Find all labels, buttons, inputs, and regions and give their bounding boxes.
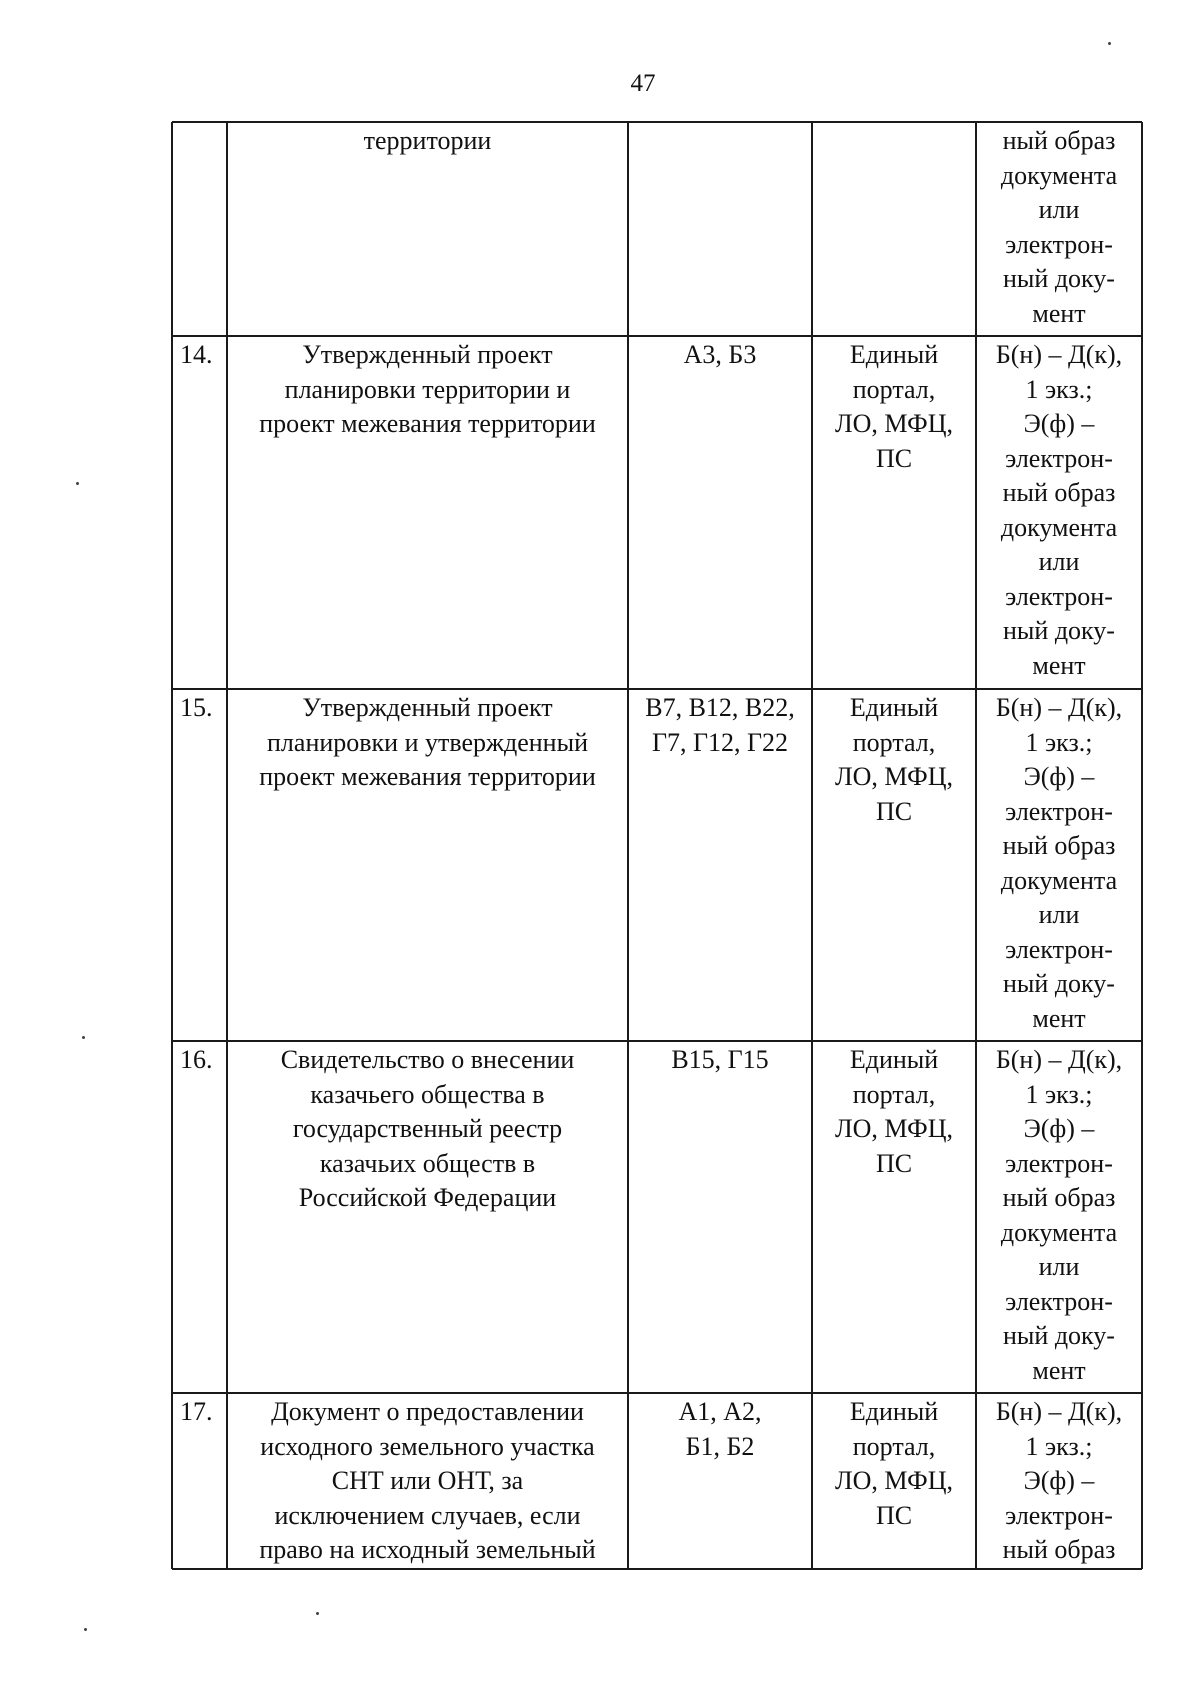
submission-channel-line: портал, <box>852 1431 936 1461</box>
form-and-copies-line: мент <box>1032 298 1086 328</box>
form-and-copies-line: 1 экз.; <box>1025 374 1093 404</box>
submission-channel-line: ЛО, МФЦ, <box>834 1466 953 1495</box>
codes-line: А3, Б3 <box>683 340 757 369</box>
row-number: 14. <box>180 340 213 369</box>
codes-cell <box>628 691 812 1041</box>
codes-line: Г7, Г12, Г22 <box>651 727 789 757</box>
submission-channel-cell <box>812 691 976 1041</box>
form-and-copies-line: Э(ф) – <box>1023 1114 1095 1143</box>
page-number: 47 <box>630 70 656 97</box>
document-name-line: Свидетельство о внесении <box>280 1045 575 1074</box>
form-and-copies-line: ный образ <box>1002 831 1116 860</box>
document-name-line: исходного земельного участка <box>260 1431 595 1461</box>
form-and-copies-line: мент <box>1032 1355 1086 1385</box>
form-and-copies-line: или <box>1038 547 1080 576</box>
submission-channel-line: портал, <box>852 727 936 757</box>
scan-speck <box>76 482 79 485</box>
form-and-copies-line: Б(н) – Д(к), <box>995 693 1123 722</box>
scan-speck <box>1108 42 1111 45</box>
form-and-copies-line: 1 экз.; <box>1025 727 1093 757</box>
submission-channel-line: портал, <box>852 1079 936 1109</box>
form-and-copies-line: Б(н) – Д(к), <box>995 1397 1123 1426</box>
table-border <box>172 121 1142 123</box>
document-name-line: право на исходный земельный <box>259 1535 596 1564</box>
form-and-copies-line: электрон- <box>1005 581 1113 611</box>
document-name-line: казачьих обществ в <box>319 1148 536 1178</box>
codes-line: А1, А2, <box>678 1397 762 1426</box>
form-and-copies-line: электрон- <box>1005 443 1113 473</box>
submission-channel-line: ЛО, МФЦ, <box>834 1114 953 1143</box>
form-and-copies-line: Э(ф) – <box>1023 762 1095 791</box>
document-name-cell <box>227 124 628 336</box>
submission-channel-line: Единый <box>849 693 939 722</box>
document-name-line: Утвержденный проект <box>302 340 553 369</box>
row-number-cell <box>172 124 227 336</box>
document-name-line: Документ о предоставлении <box>271 1397 584 1426</box>
document-name-line: государственный реестр <box>292 1114 563 1143</box>
form-and-copies-line: электрон- <box>1005 1286 1113 1316</box>
form-and-copies-line: документа <box>1000 1217 1118 1247</box>
document-name-cell <box>227 1043 628 1393</box>
submission-channel-cell <box>812 338 976 689</box>
scan-speck <box>84 1628 87 1631</box>
row-number-cell <box>172 1043 227 1393</box>
document-name-line: Утвержденный проект <box>302 693 553 722</box>
row-number-cell <box>172 691 227 1041</box>
document-name-line: планировки территории и <box>284 374 571 404</box>
submission-channel-line: ПС <box>875 1148 913 1178</box>
form-and-copies-line: ный образ <box>1002 1535 1116 1564</box>
codes-cell <box>628 124 812 336</box>
form-and-copies-line: электрон- <box>1005 1148 1113 1178</box>
document-name-line: Российской Федерации <box>298 1183 557 1212</box>
row-number: 17. <box>180 1397 213 1426</box>
document-name-line: проект межевания территории <box>259 409 596 438</box>
codes-cell <box>628 338 812 689</box>
row-number-cell <box>172 1395 227 1569</box>
form-and-copies-cell <box>976 338 1142 689</box>
scan-speck <box>82 1036 85 1039</box>
submission-channel-line: ЛО, МФЦ, <box>834 409 953 438</box>
form-and-copies-line: ный доку- <box>1003 969 1115 998</box>
form-and-copies-line: Б(н) – Д(к), <box>995 1045 1123 1074</box>
form-and-copies-line: документа <box>1000 865 1118 895</box>
form-and-copies-line: ный доку- <box>1003 264 1115 293</box>
form-and-copies-line: электрон- <box>1005 229 1113 259</box>
form-and-copies-line: или <box>1038 900 1080 929</box>
codes-cell <box>628 1395 812 1569</box>
submission-channel-line: ЛО, МФЦ, <box>834 762 953 791</box>
document-name-line: СНТ или ОНТ, за <box>331 1466 524 1495</box>
form-and-copies-line: ный образ <box>1002 126 1116 155</box>
form-and-copies-line: мент <box>1032 1003 1086 1033</box>
form-and-copies-line: Б(н) – Д(к), <box>995 340 1123 369</box>
form-and-copies-cell <box>976 124 1142 336</box>
row-number: 16. <box>180 1045 213 1074</box>
submission-channel-line: Единый <box>849 340 939 369</box>
form-and-copies-line: Э(ф) – <box>1023 409 1095 438</box>
submission-channel-cell <box>812 1043 976 1393</box>
form-and-copies-line: документа <box>1000 512 1118 542</box>
form-and-copies-line: Э(ф) – <box>1023 1466 1095 1495</box>
submission-channel-line: портал, <box>852 374 936 404</box>
submission-channel-line: ПС <box>875 796 913 826</box>
codes-line: Б1, Б2 <box>685 1431 755 1461</box>
submission-channel-line: ПС <box>875 443 913 473</box>
form-and-copies-line: электрон- <box>1005 934 1113 964</box>
form-and-copies-line: документа <box>1000 160 1118 190</box>
row-number: 15. <box>180 693 213 722</box>
form-and-copies-line: 1 экз.; <box>1025 1431 1093 1461</box>
row-number-cell <box>172 338 227 689</box>
form-and-copies-line: ный образ <box>1002 478 1116 507</box>
form-and-copies-line: электрон- <box>1005 796 1113 826</box>
document-name-cell <box>227 691 628 1041</box>
form-and-copies-cell <box>976 1395 1142 1569</box>
form-and-copies-cell <box>976 691 1142 1041</box>
documents-table <box>172 122 1142 1569</box>
form-and-copies-line: ный доку- <box>1003 616 1115 645</box>
document-name-line: проект межевания территории <box>259 762 596 791</box>
form-and-copies-line: ный доку- <box>1003 1321 1115 1350</box>
document-name-line: территории <box>363 126 492 155</box>
document-name-line: казачьего общества в <box>310 1079 545 1109</box>
document-name-cell <box>227 338 628 689</box>
form-and-copies-line: 1 экз.; <box>1025 1079 1093 1109</box>
submission-channel-line: Единый <box>849 1397 939 1426</box>
form-and-copies-line: электрон- <box>1005 1500 1113 1530</box>
codes-line: В15, Г15 <box>671 1045 769 1074</box>
form-and-copies-line: или <box>1038 195 1080 224</box>
codes-line: В7, В12, В22, <box>645 693 795 722</box>
scan-speck <box>316 1612 319 1615</box>
document-name-cell <box>227 1395 628 1569</box>
form-and-copies-line: или <box>1038 1252 1080 1281</box>
document-name-line: планировки и утвержденный <box>267 727 588 757</box>
submission-channel-cell <box>812 1395 976 1569</box>
submission-channel-line: Единый <box>849 1045 939 1074</box>
form-and-copies-line: ный образ <box>1002 1183 1116 1212</box>
form-and-copies-cell <box>976 1043 1142 1393</box>
form-and-copies-line: мент <box>1032 650 1086 680</box>
submission-channel-cell <box>812 124 976 336</box>
codes-cell <box>628 1043 812 1393</box>
submission-channel-line: ПС <box>875 1500 913 1530</box>
document-name-line: исключением случаев, если <box>274 1500 581 1530</box>
